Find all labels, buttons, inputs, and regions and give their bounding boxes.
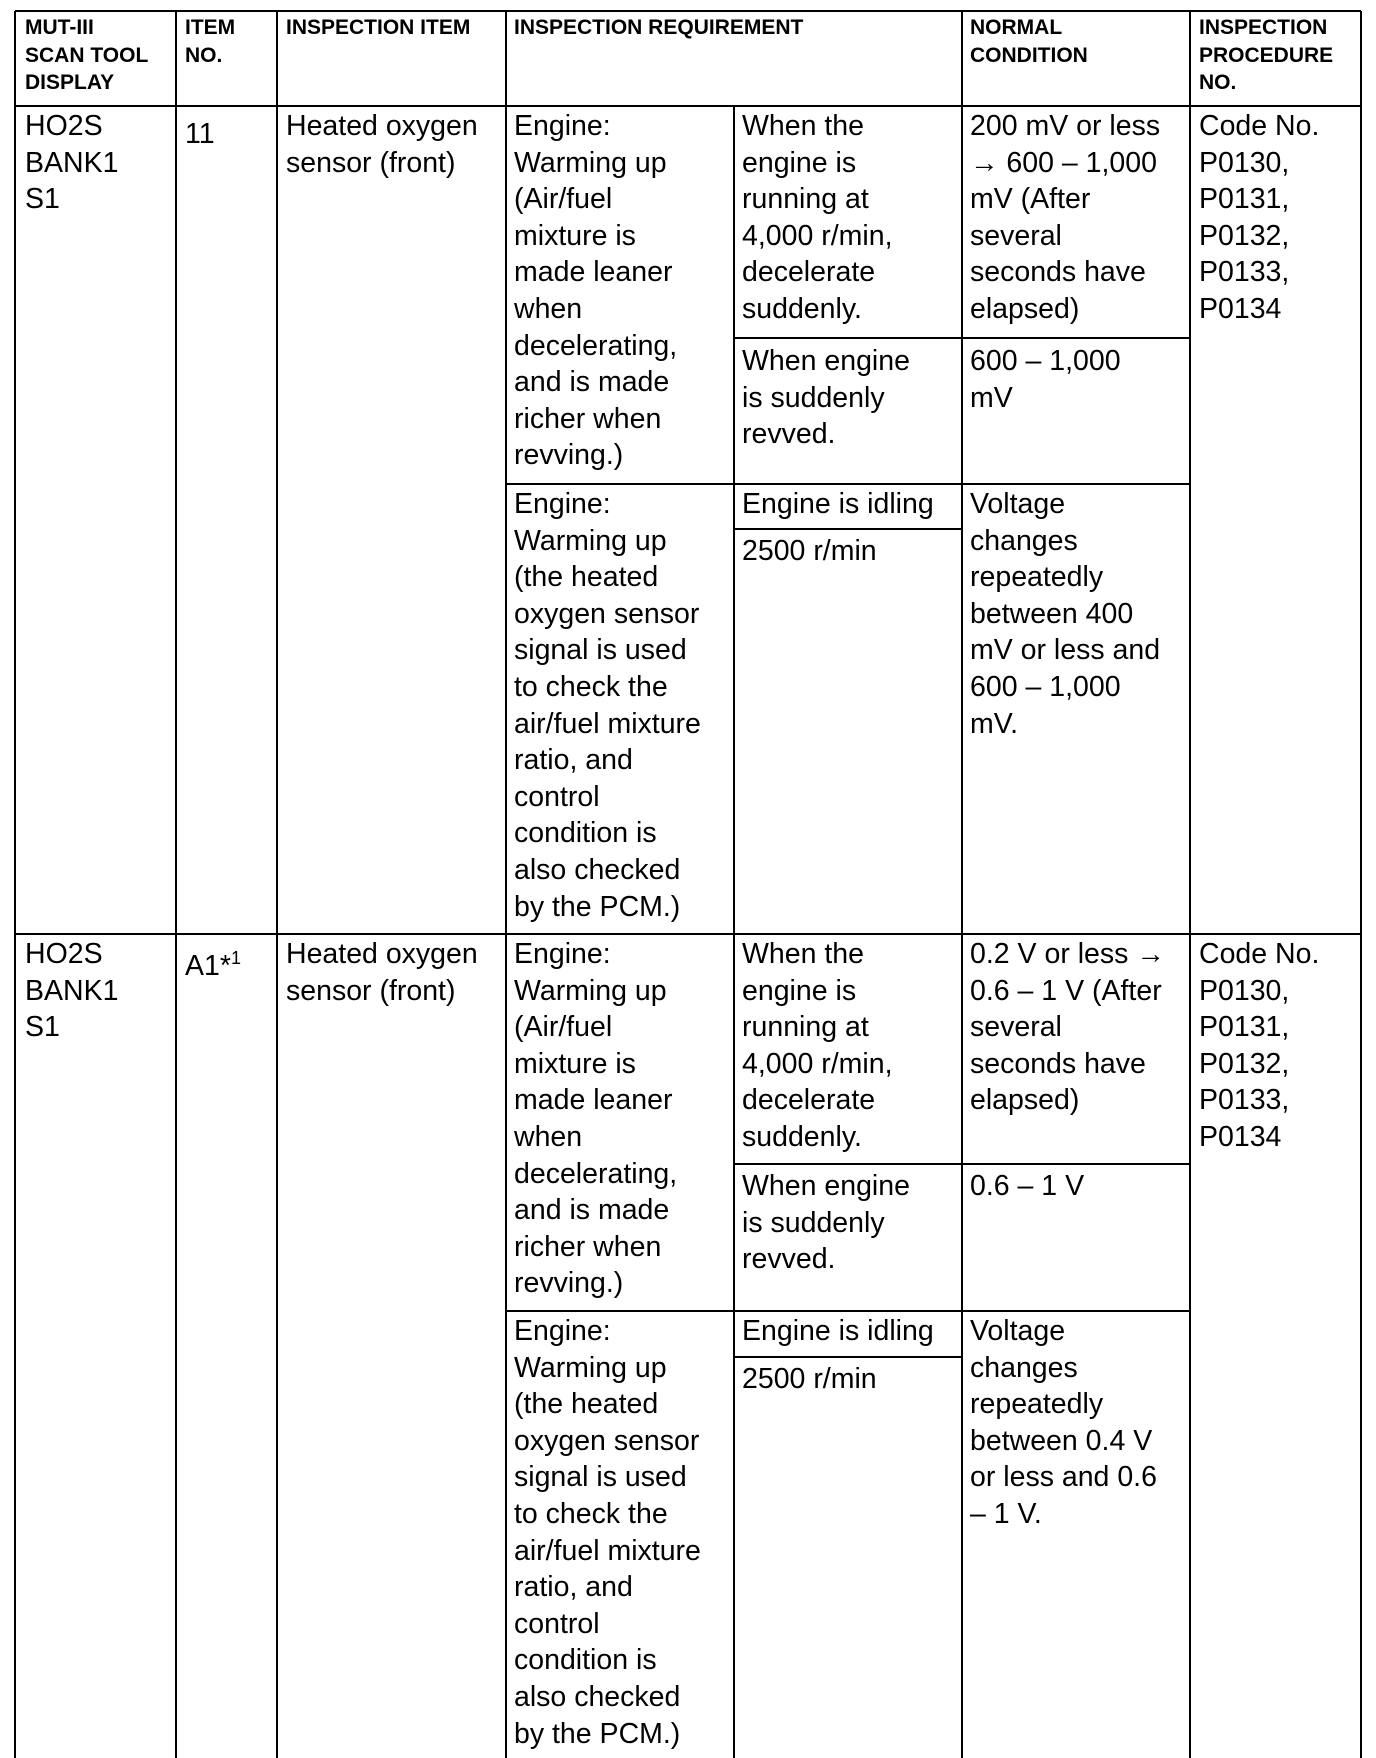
header-scan-tool-display: MUT-III SCAN TOOL DISPLAY — [25, 16, 149, 94]
row2-condition-a1: When the engine is running at 4,000 r/min, decelerate suddenly. — [742, 938, 893, 1153]
row2-inspection-item: Heated oxygen sensor (front) — [286, 938, 478, 1007]
row1-condition-b2: 2500 r/min — [742, 535, 877, 567]
row2-condition-b1: Engine is idling — [742, 1315, 934, 1347]
header-item-no: ITEM NO. — [185, 16, 236, 67]
row1-requirement-b: Engine: Warming up (the heated oxygen sensor signal is used to check the air/fuel mixture ratio, and control condition is also checked by the PCM.) — [514, 488, 701, 923]
row2-normal-a2: 0.6 – 1 V — [970, 1170, 1085, 1202]
row2-display: HO2S BANK1 S1 — [25, 938, 119, 1044]
row2-normal-a1: 0.2 V or less → 0.6 – 1 V (After several seconds have elapsed) — [970, 938, 1165, 1117]
row1-item-no-text: 11 — [185, 118, 215, 150]
row2-item-no-text: A1* — [185, 950, 231, 982]
header-inspection-item: INSPECTION ITEM — [286, 16, 471, 39]
header-normal-condition: NORMAL CONDITION — [970, 16, 1088, 67]
row1-procedure: Code No. P0130, P0131, P0132, P0133, P0134 — [1199, 110, 1320, 325]
row2-item-no-footnote: 1 — [230, 948, 241, 968]
row1-condition-a2: When engine is suddenly revved. — [742, 345, 910, 451]
row2-item-no — [185, 940, 241, 985]
row1-normal-a1: 200 mV or less → 600 – 1,000 mV (After several seconds have elapsed) — [970, 110, 1161, 325]
row2-procedure: Code No. P0130, P0131, P0132, P0133, P0134 — [1199, 938, 1320, 1153]
row1-condition-a1: When the engine is running at 4,000 r/min, decelerate suddenly. — [742, 110, 893, 325]
row2-requirement-a: Engine: Warming up (Air/fuel mixture is made leaner when decelerating, and is made richer when revving.) — [514, 938, 678, 1300]
row1-display: HO2S BANK1 S1 — [25, 110, 119, 216]
row2-condition-a2: When engine is suddenly revved. — [742, 1170, 910, 1276]
row1-requirement-a: Engine: Warming up (Air/fuel mixture is made leaner when decelerating, and is made richer when revving.) — [514, 110, 678, 472]
header-inspection-requirement: INSPECTION REQUIREMENT — [514, 16, 804, 39]
row2-normal-b: Voltage changes repeatedly between 0.4 V or less and 0.6 – 1 V. — [970, 1315, 1157, 1530]
row2-condition-b2: 2500 r/min — [742, 1363, 877, 1395]
row2-requirement-b: Engine: Warming up (the heated oxygen sensor signal is used to check the air/fuel mixture ratio, and control condition is also checked by the PCM.) — [514, 1315, 701, 1750]
row1-item-no — [185, 108, 215, 153]
row1-normal-b: Voltage changes repeatedly between 400 mV or less and 600 – 1,000 mV. — [970, 488, 1161, 740]
row1-normal-a2: 600 – 1,000 mV — [970, 345, 1121, 414]
header-inspection-procedure: INSPECTION PROCEDURE NO. — [1199, 16, 1334, 94]
row1-condition-b1: Engine is idling — [742, 488, 934, 520]
row1-inspection-item: Heated oxygen sensor (front) — [286, 110, 478, 179]
